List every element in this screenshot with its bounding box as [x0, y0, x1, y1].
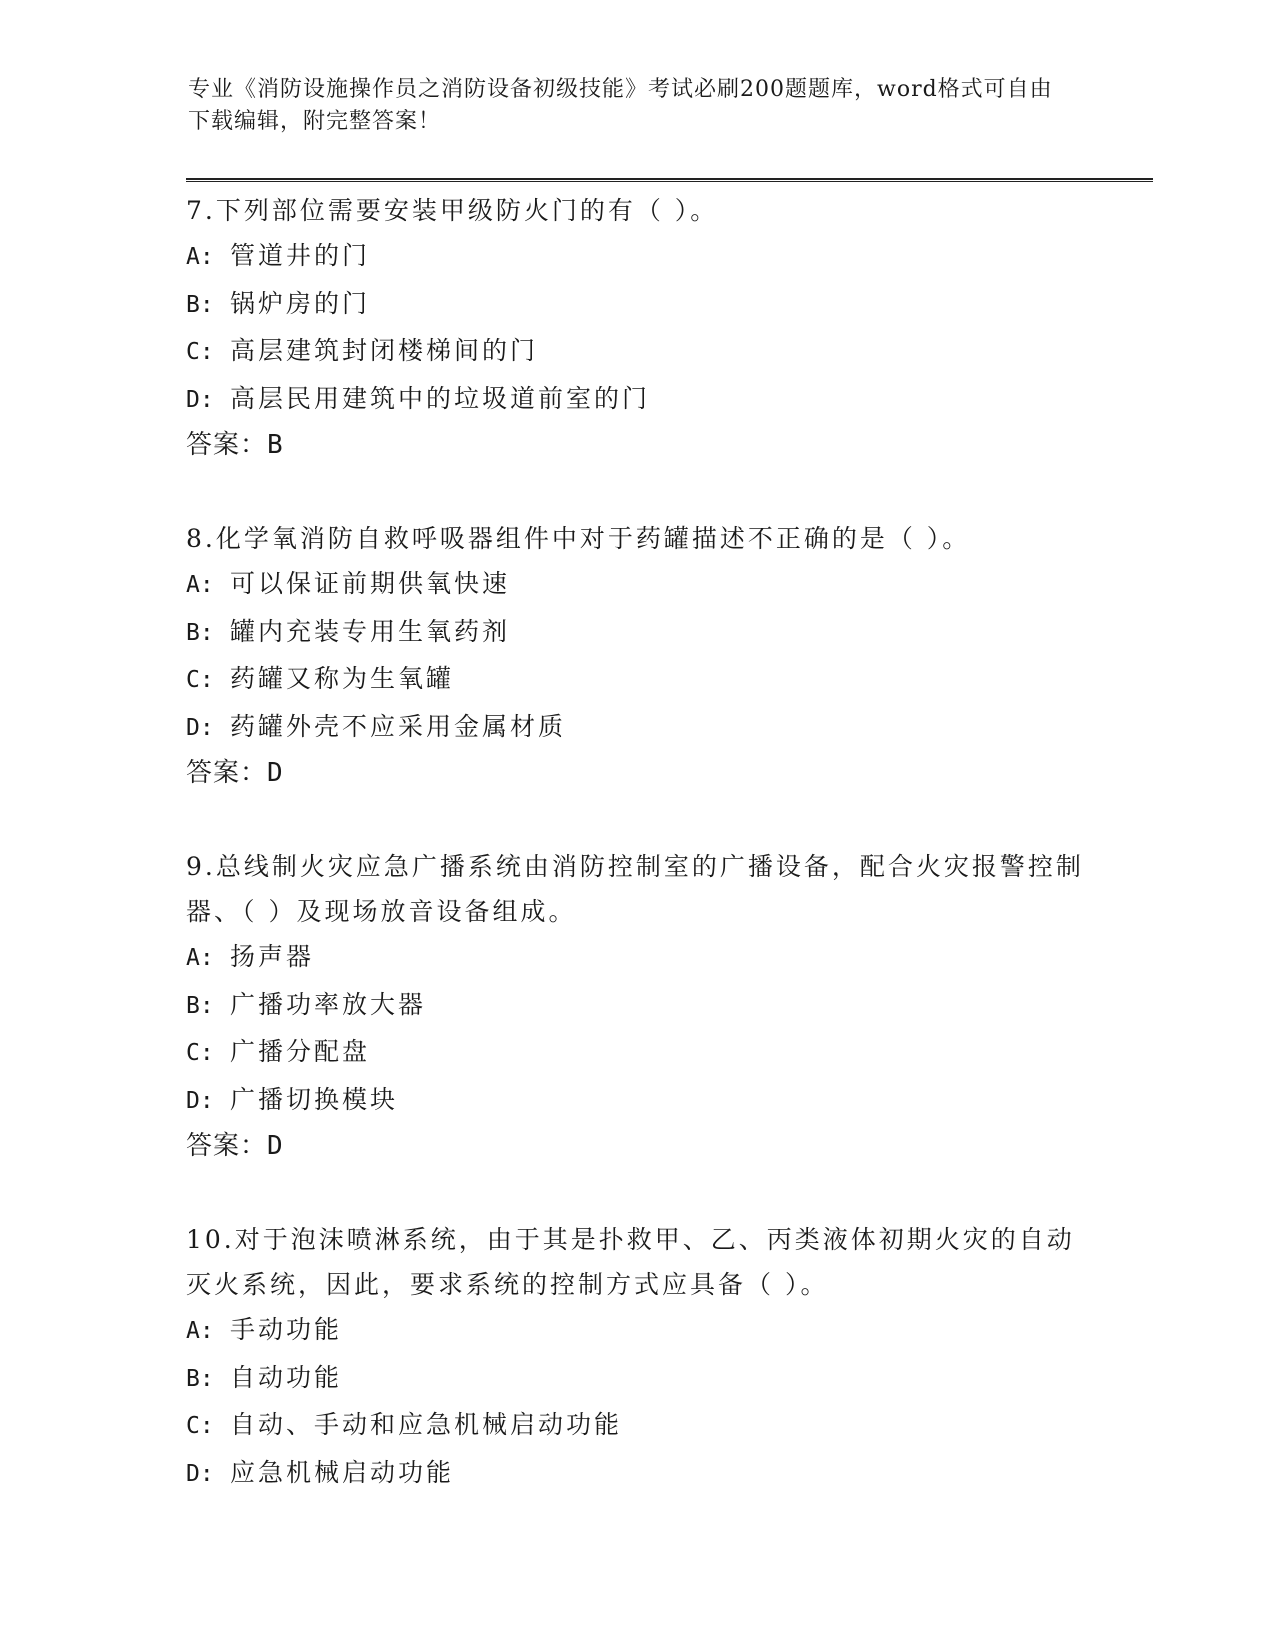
- option-letter: B:: [186, 1365, 214, 1392]
- option-d: [186, 1450, 1086, 1498]
- answer-line: [186, 1124, 1086, 1169]
- answer-value: D: [267, 758, 284, 788]
- question-stem: 9.总线制火灾应急广播系统由消防控制室的广播设备，配合火灾报警控制器、（ ）及现场放音设备组成。: [186, 852, 1084, 926]
- question-stem: 8.化学氧消防自救呼吸器组件中对于药罐描述不正确的是（ ）。: [186, 524, 971, 553]
- question-stem: 10.对于泡沫喷淋系统，由于其是扑救甲、乙、丙类液体初期火灾的自动灭火系统，因此，要求系统的控制方式应具备（ ）。: [186, 1225, 1075, 1299]
- question-9: [186, 844, 1086, 1169]
- option-text: 广播分配盘: [230, 1037, 371, 1066]
- option-letter: C:: [186, 667, 214, 693]
- option-letter: B:: [186, 291, 214, 318]
- option-a: [186, 561, 1086, 609]
- option-letter: D:: [186, 386, 214, 413]
- answer-line: [186, 423, 1086, 468]
- option-text: 锅炉房的门: [230, 288, 371, 318]
- answer-label: 答案：: [186, 1131, 268, 1161]
- option-text: 手动功能: [230, 1315, 343, 1344]
- option-a: [186, 233, 1086, 281]
- option-text: 药罐外壳不应采用金属材质: [230, 711, 567, 741]
- answer-label: 答案：: [186, 430, 268, 460]
- option-a: [186, 934, 1086, 982]
- question-10: [186, 1217, 1086, 1497]
- option-letter: A:: [186, 1318, 214, 1344]
- option-c: [186, 328, 1086, 376]
- option-c: [186, 1402, 1086, 1450]
- option-letter: D:: [186, 1087, 214, 1114]
- option-letter: C:: [186, 1413, 214, 1439]
- option-b: [186, 1355, 1086, 1403]
- option-letter: D:: [186, 714, 214, 741]
- option-text: 应急机械启动功能: [230, 1457, 455, 1487]
- option-text: 管道井的门: [230, 241, 371, 270]
- question-8: [186, 516, 1086, 796]
- question-7: [186, 188, 1086, 468]
- option-letter: B:: [186, 992, 214, 1019]
- option-d: [186, 704, 1086, 752]
- header-divider: [186, 178, 1153, 182]
- option-text: 高层建筑封闭楼梯间的门: [230, 336, 539, 365]
- option-b: [186, 609, 1086, 657]
- option-c: [186, 656, 1086, 704]
- option-letter: C:: [186, 339, 214, 365]
- question-stem: 7.下列部位需要安装甲级防火门的有（ ）。: [186, 196, 719, 225]
- option-letter: A:: [186, 244, 214, 270]
- option-text: 广播切换模块: [230, 1084, 399, 1114]
- option-text: 自动、手动和应急机械启动功能: [230, 1410, 623, 1439]
- option-text: 扬声器: [230, 942, 315, 971]
- option-d: [186, 1077, 1086, 1125]
- option-letter: A:: [186, 945, 214, 971]
- option-letter: C:: [186, 1040, 214, 1066]
- option-letter: B:: [186, 619, 214, 646]
- option-a: [186, 1307, 1086, 1355]
- answer-value: D: [267, 1131, 284, 1161]
- document-header: 专业《消防设施操作员之消防设备初级技能》考试必刷200题题库，word格式可自由下载编辑，附完整答案！: [188, 77, 1053, 134]
- question-list: [186, 188, 1086, 1545]
- option-letter: D:: [186, 1460, 214, 1487]
- option-d: [186, 376, 1086, 424]
- option-letter: A:: [186, 572, 214, 598]
- option-text: 自动功能: [230, 1362, 343, 1392]
- option-c: [186, 1029, 1086, 1077]
- option-text: 药罐又称为生氧罐: [230, 664, 455, 693]
- option-text: 高层民用建筑中的垃圾道前室的门: [230, 383, 651, 413]
- option-text: 可以保证前期供氧快速: [230, 569, 511, 598]
- answer-value: B: [267, 430, 284, 460]
- option-b: [186, 281, 1086, 329]
- answer-line: [186, 751, 1086, 796]
- answer-label: 答案：: [186, 758, 268, 788]
- option-text: 罐内充装专用生氧药剂: [230, 616, 511, 646]
- option-text: 广播功率放大器: [230, 989, 427, 1019]
- option-b: [186, 982, 1086, 1030]
